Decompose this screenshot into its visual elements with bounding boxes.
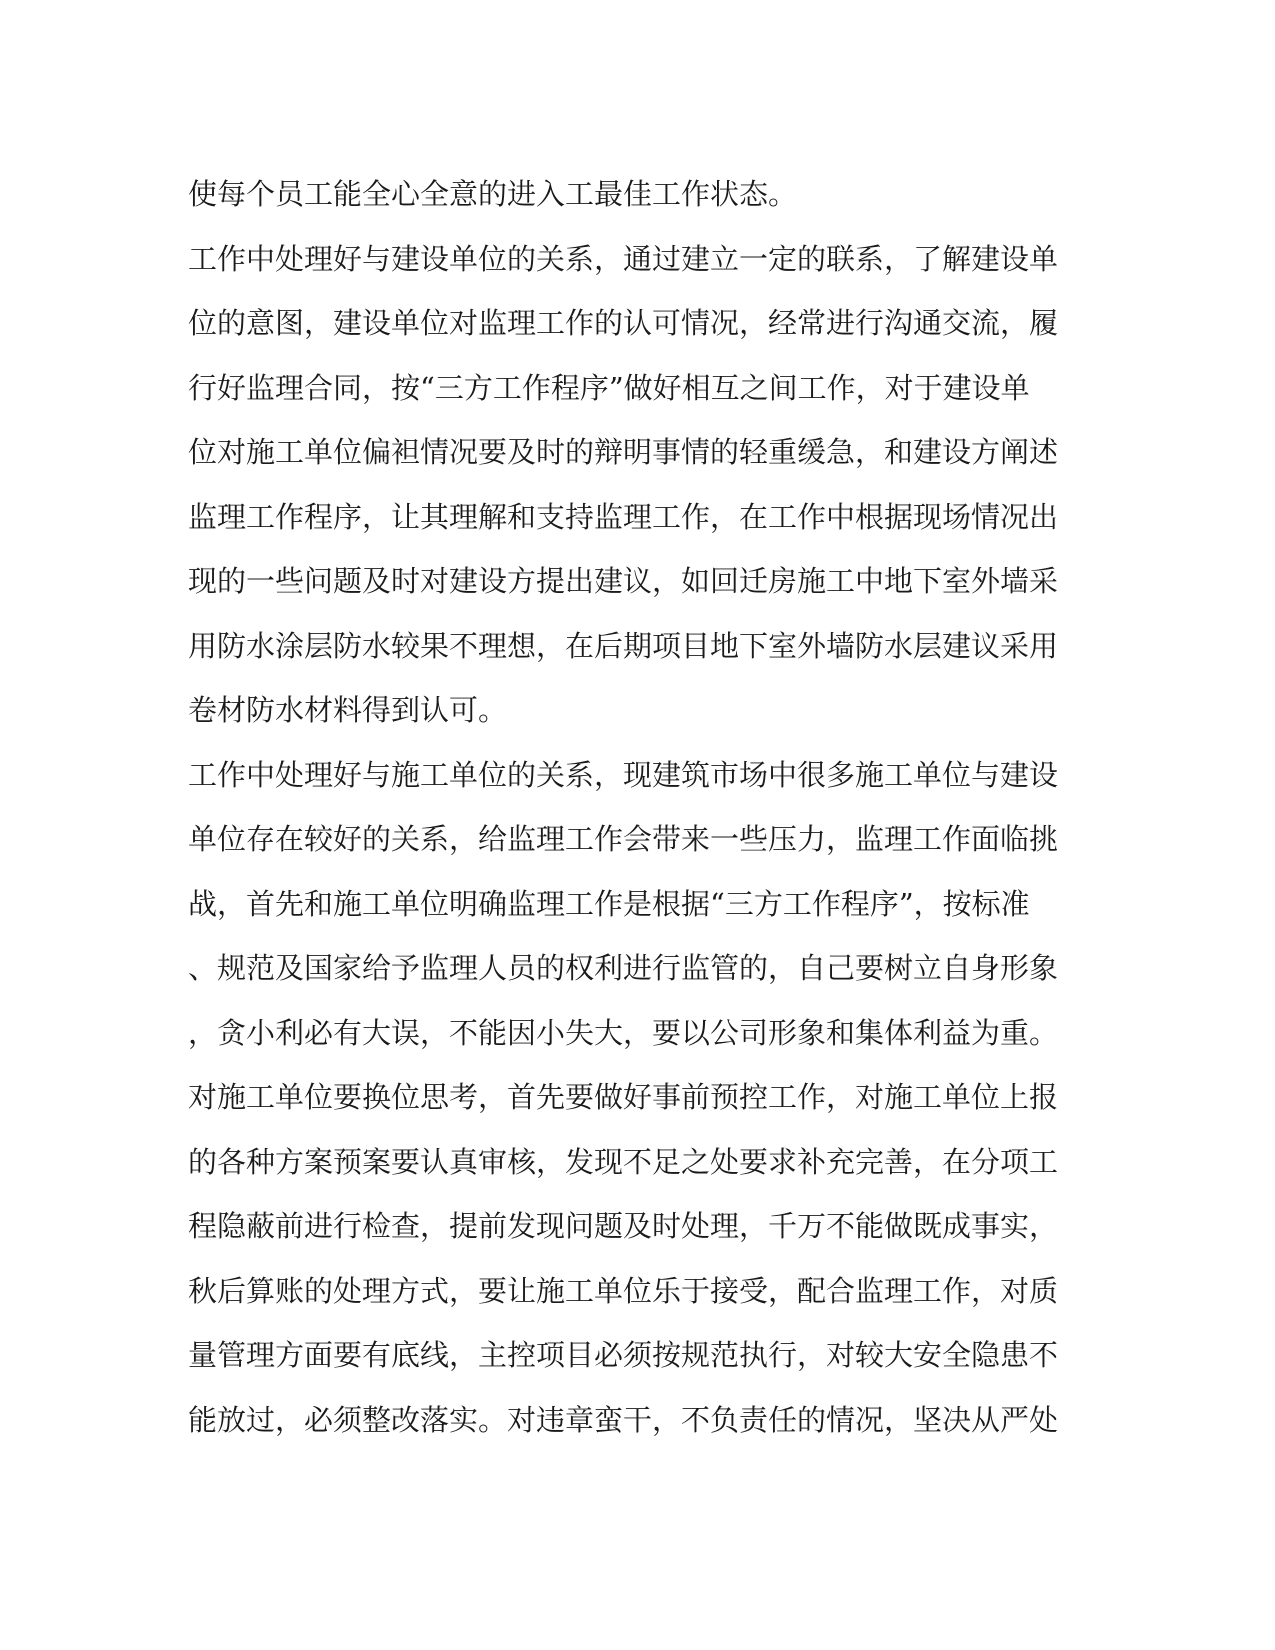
body-text (188, 162, 1068, 1452)
text-line-4: 行好监理合同，按“三方工作程序”做好相互之间工作，对于建设单 (188, 370, 1030, 405)
text-line-1: 使每个员工能全心全意的进入工最佳工作状态。 (188, 177, 798, 211)
text-line-9: 卷材防水材料得到认可。 (188, 693, 508, 727)
text-line-12: 战，首先和施工单位明确监理工作是根据“三方工作程序”，按标准 (188, 886, 1030, 921)
text-line-8: 用防水涂层防水较果不理想，在后期项目地下室外墙防水层建议采用 (188, 628, 1059, 663)
text-line-6: 监理工作程序，让其理解和支持监理工作，在工作中根据现场情况出 (188, 499, 1059, 534)
text-line-17: 程隐蔽前进行检查，提前发现问题及时处理，千万不能做既成事实， (188, 1209, 1059, 1243)
text-line-16: 的各种方案预案要认真审核，发现不足之处要求补充完善，在分项工 (188, 1144, 1059, 1179)
text-line-10: 工作中处理好与施工单位的关系，现建筑市场中很多施工单位与建设 (188, 757, 1059, 792)
text-line-5: 位对施工单位偏袒情况要及时的辩明事情的轻重缓急，和建设方阐述 (188, 435, 1059, 469)
text-line-14: ，贪小利必有大误，不能因小失大，要以公司形象和集体利益为重。 (188, 1015, 1059, 1050)
text-line-15: 对施工单位要换位思考，首先要做好事前预控工作，对施工单位上报 (188, 1080, 1059, 1114)
text-line-3: 位的意图，建设单位对监理工作的认可情况，经常进行沟通交流，履 (188, 306, 1059, 340)
text-line-19: 量管理方面要有底线，主控项目必须按规范执行，对较大安全隐患不 (188, 1338, 1059, 1372)
text-line-11: 单位存在较好的关系，给监理工作会带来一些压力，监理工作面临挑 (188, 822, 1059, 856)
text-line-13: 、规范及国家给予监理人员的权利进行监管的，自己要树立自身形象 (188, 951, 1059, 985)
text-line-20: 能放过，必须整改落实。对违章蛮干，不负责任的情况，坚决从严处 (188, 1402, 1059, 1437)
text-line-18: 秋后算账的处理方式，要让施工单位乐于接受，配合监理工作，对质 (188, 1273, 1059, 1308)
text-line-2: 工作中处理好与建设单位的关系，通过建立一定的联系，了解建设单 (188, 241, 1059, 276)
text-line-7: 现的一些问题及时对建设方提出建议，如回迁房施工中地下室外墙采 (188, 564, 1059, 598)
